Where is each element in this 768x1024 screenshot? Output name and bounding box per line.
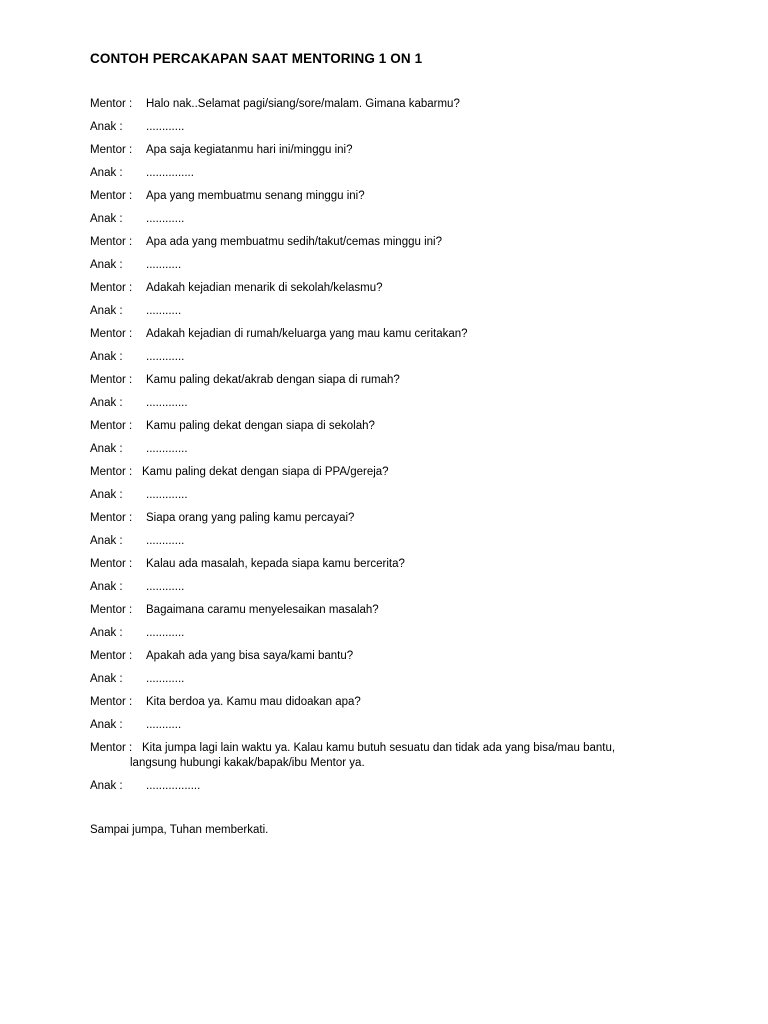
dialogue-line <box>90 166 690 189</box>
speaker-label: Mentor : <box>90 558 133 570</box>
dialogue-line <box>90 779 690 802</box>
speaker-label: Mentor : <box>90 190 133 202</box>
speaker-label: Mentor : <box>90 98 133 110</box>
dialogue-line <box>90 580 690 603</box>
utterance-text: Apakah ada yang bisa saya/kami bantu? <box>146 650 354 662</box>
utterance-text: Bagaimana caramu menyelesaikan masalah? <box>146 604 379 616</box>
dialogue-line <box>90 488 690 511</box>
utterance-text: Kita jumpa lagi lain waktu ya. Kalau kamu butuh sesuatu dan tidak ada yang bisa/mau bantu, <box>142 742 616 754</box>
dialogue-line <box>90 511 690 534</box>
dialogue-line <box>90 672 690 695</box>
speaker-label: Anak : <box>90 259 123 271</box>
utterance-text: ............. <box>146 489 188 501</box>
utterance-text: ............ <box>146 121 185 133</box>
utterance-continuation: langsung hubungi kakak/bapak/ibu Mentor ya. <box>130 757 365 769</box>
closing-text: Sampai jumpa, Tuhan memberkati. <box>90 824 269 836</box>
dialogue-line <box>90 373 690 396</box>
speaker-label: Anak : <box>90 719 123 731</box>
speaker-label: Anak : <box>90 673 123 685</box>
dialogue-line <box>90 281 690 304</box>
speaker-label: Anak : <box>90 581 123 593</box>
speaker-label: Anak : <box>90 397 123 409</box>
speaker-label: Mentor : <box>90 144 133 156</box>
utterance-text: ............ <box>146 213 185 225</box>
dialogue-line <box>90 649 690 672</box>
utterance-text: ............ <box>146 673 185 685</box>
speaker-label: Anak : <box>90 535 123 547</box>
speaker-label: Mentor : <box>90 420 133 432</box>
speaker-label: Mentor : <box>90 466 133 478</box>
utterance-text: ............. <box>146 397 188 409</box>
speaker-label: Mentor : <box>90 604 133 616</box>
utterance-text: ........... <box>146 719 182 731</box>
utterance-text: ............. <box>146 443 188 455</box>
speaker-label: Mentor : <box>90 236 133 248</box>
dialogue-line <box>90 534 690 557</box>
utterance-text: Siapa orang yang paling kamu percayai? <box>146 512 355 524</box>
speaker-label: Mentor : <box>90 650 133 662</box>
dialogue-line <box>90 189 690 212</box>
speaker-label: Mentor : <box>90 696 133 708</box>
dialogue-line <box>90 304 690 327</box>
utterance-text: Apa ada yang membuatmu sedih/takut/cemas minggu ini? <box>146 236 442 248</box>
utterance-text: ............ <box>146 581 185 593</box>
dialogue-line <box>90 557 690 580</box>
dialogue-line <box>90 212 690 235</box>
utterance-text: Apa yang membuatmu senang minggu ini? <box>146 190 365 202</box>
dialogue-line <box>90 741 690 779</box>
dialogue-list <box>90 97 690 802</box>
speaker-label: Anak : <box>90 213 123 225</box>
dialogue-line <box>90 120 690 143</box>
speaker-label: Mentor : <box>90 282 133 294</box>
speaker-label: Mentor : <box>90 328 133 340</box>
dialogue-line <box>90 235 690 258</box>
speaker-label: Anak : <box>90 305 123 317</box>
utterance-text: Kalau ada masalah, kepada siapa kamu bercerita? <box>146 558 405 570</box>
utterance-text: Kita berdoa ya. Kamu mau didoakan apa? <box>146 696 361 708</box>
dialogue-line <box>90 327 690 350</box>
dialogue-line <box>90 603 690 626</box>
speaker-label: Anak : <box>90 351 123 363</box>
dialogue-line <box>90 143 690 166</box>
speaker-label: Mentor : <box>90 374 133 386</box>
utterance-text: ........... <box>146 259 182 271</box>
speaker-label: Anak : <box>90 167 123 179</box>
dialogue-line <box>90 465 690 488</box>
utterance-text: Apa saja kegiatanmu hari ini/minggu ini? <box>146 144 353 156</box>
utterance-text: ........... <box>146 305 182 317</box>
utterance-text: ................. <box>146 780 201 792</box>
utterance-text: ............... <box>146 167 194 179</box>
utterance-text: Kamu paling dekat dengan siapa di sekolah? <box>146 420 375 432</box>
speaker-label: Anak : <box>90 443 123 455</box>
utterance-text: Kamu paling dekat dengan siapa di PPA/gereja? <box>142 466 389 478</box>
dialogue-line <box>90 695 690 718</box>
utterance-text: Kamu paling dekat/akrab dengan siapa di rumah? <box>146 374 400 386</box>
dialogue-line <box>90 442 690 465</box>
speaker-label: Anak : <box>90 780 123 792</box>
dialogue-line <box>90 396 690 419</box>
speaker-label: Anak : <box>90 627 123 639</box>
utterance-text: Halo nak..Selamat pagi/siang/sore/malam. Gimana kabarmu? <box>146 98 460 110</box>
speaker-label: Mentor : <box>90 742 133 754</box>
speaker-label: Anak : <box>90 489 123 501</box>
utterance-text: ............ <box>146 351 185 363</box>
dialogue-line <box>90 718 690 741</box>
dialogue-line <box>90 626 690 649</box>
speaker-label: Anak : <box>90 121 123 133</box>
dialogue-line <box>90 350 690 373</box>
dialogue-line <box>90 419 690 442</box>
document-title: CONTOH PERCAKAPAN SAAT MENTORING 1 ON 1 <box>90 51 423 66</box>
utterance-text: Adakah kejadian di rumah/keluarga yang mau kamu ceritakan? <box>146 328 468 340</box>
dialogue-line <box>90 258 690 281</box>
speaker-label: Mentor : <box>90 512 133 524</box>
dialogue-line <box>90 97 690 120</box>
utterance-text: ............ <box>146 627 185 639</box>
utterance-text: Adakah kejadian menarik di sekolah/kelasmu? <box>146 282 383 294</box>
utterance-text: ............ <box>146 535 185 547</box>
